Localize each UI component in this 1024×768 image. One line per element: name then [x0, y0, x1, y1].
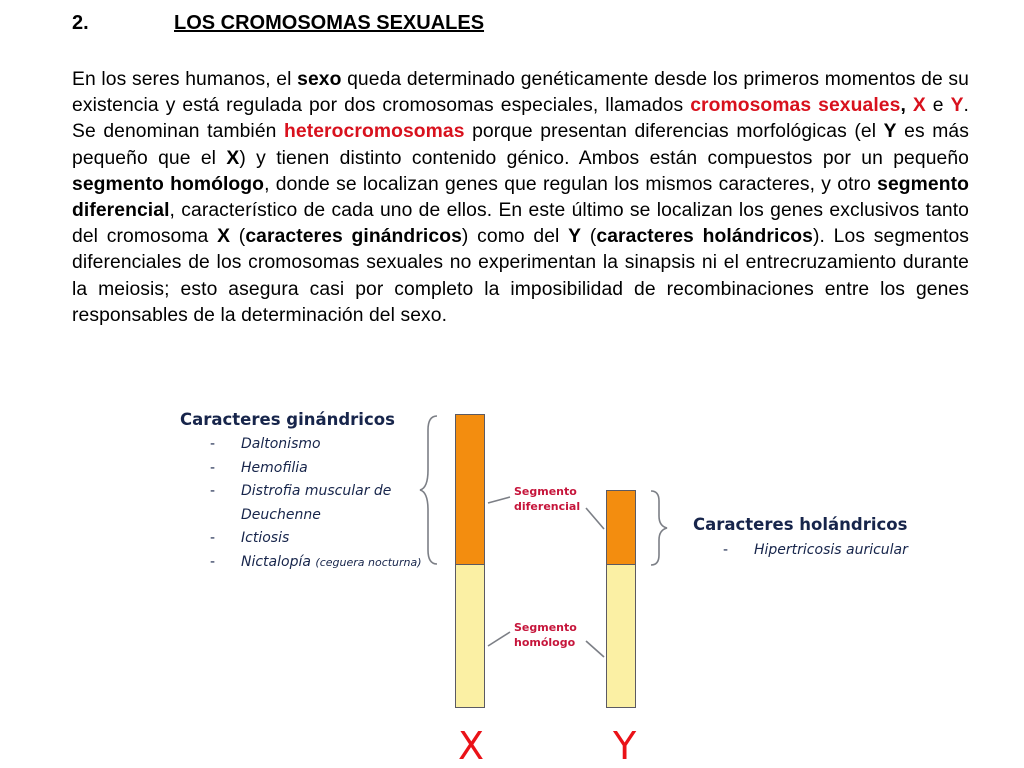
paragraph-text: queda determinado genéticamente desde los primeros momentos de su existencia y está regulada por dos cromosomas especiales, llamados — [72, 69, 969, 117]
ginandricos-item-text: Ictiosis — [241, 530, 290, 546]
paragraph-text: . Se denominan también — [72, 95, 969, 143]
section-number: 2. — [72, 12, 89, 34]
bold-term: segmento diferencial — [72, 173, 969, 222]
diferencial-connector-y — [586, 508, 604, 529]
holandricos-heading: Caracteres holándricos — [693, 515, 908, 534]
paragraph-text: ) y tienen distinto contenido génico. Ambos están compuestos por un pequeño — [239, 147, 970, 169]
homologo-connector-x — [488, 632, 510, 646]
highlighted-term: Y — [950, 95, 964, 117]
ginandricos-item-text: Distrofia muscular de — [241, 483, 392, 499]
left-brace — [420, 416, 437, 564]
paragraph-text: e — [925, 95, 951, 117]
ginandricos-item-note: (ceguera nocturna) — [315, 555, 422, 569]
highlighted-term: heterocromosomas — [284, 121, 465, 143]
paragraph-text: es más pequeño que el — [72, 121, 969, 169]
paragraph-text: ) como del — [461, 226, 569, 248]
chromosome-x-letter: X — [458, 724, 485, 768]
homologo-connector-y — [586, 641, 604, 657]
diferencial-connector-x — [488, 497, 510, 503]
right-brace — [651, 491, 667, 565]
bold-term: X — [226, 147, 240, 169]
paragraph-text: En los seres humanos, el — [72, 69, 298, 90]
ginandricos-item-text: Nictalopía — [241, 553, 311, 570]
bold-term: X — [217, 226, 231, 248]
bold-term: caracteres ginándricos — [245, 226, 462, 248]
segment-diferencial-line1: Segmento — [514, 485, 577, 498]
ginandricos-heading: Caracteres ginándricos — [180, 410, 395, 429]
paragraph-text: , característico de cada uno de ellos. En este último se localizan los genes exclusivos tanto del cromosoma — [72, 200, 969, 248]
paragraph-text: ( — [230, 226, 246, 248]
highlighted-term: X — [912, 95, 926, 117]
segment-diferencial-line2: diferencial — [514, 500, 581, 513]
bold-term: segmento homólogo — [72, 173, 265, 195]
section-title: LOS CROMOSOMAS SEXUALES — [174, 12, 485, 34]
holandricos-item-text: Hipertricosis auricular — [754, 542, 908, 558]
bold-term: , — [900, 95, 913, 117]
segment-homologo-line1: Segmento — [514, 621, 577, 634]
paragraph-text: ). Los segmentos diferenciales de los cromosomas sexuales no experimentan la sinapsis ni el entrecruzamiento durante la meiosis; esto asegura casi por completo la imposibilidad de recombinaciones entre los genes responsables de la determinación del sexo. — [72, 226, 970, 326]
highlighted-term: cromosomas sexuales — [690, 95, 901, 117]
bold-term: Y — [883, 121, 897, 143]
paragraph-text: , donde se localizan genes que regulan los mismos caracteres, y otro — [264, 173, 878, 195]
paragraph-text: ( — [581, 226, 597, 248]
segment-homologo-line2: homólogo — [514, 636, 576, 649]
bold-term: Y — [568, 226, 582, 248]
ginandricos-item-continuation: Deuchenne — [241, 506, 321, 523]
ginandricos-item-text: Daltonismo — [241, 436, 321, 452]
bold-term: sexo — [297, 69, 342, 90]
bold-term: caracteres holándricos — [596, 226, 813, 248]
ginandricos-item-text: Hemofilia — [241, 459, 308, 476]
paragraph-text: porque presentan diferencias morfológicas (el — [464, 121, 884, 143]
chromosome-y-letter: Y — [613, 724, 637, 768]
